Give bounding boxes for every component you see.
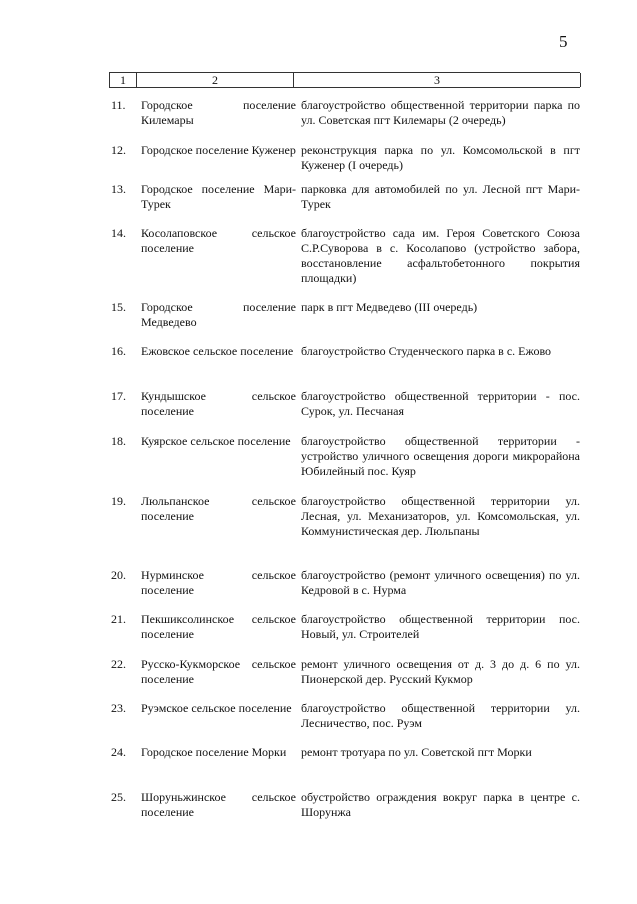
table-row: [109, 226, 580, 300]
table-row: [109, 612, 580, 657]
table-row: [109, 389, 580, 434]
settlement-name: Руэмское сельское поселение: [141, 701, 292, 715]
settlement-works-table: [109, 72, 580, 824]
works-description: благоустройство сада им. Героя Советского Союза С.Р.Суворова в с. Косолапово (устройство забора, восстановление асфальтобетонного покрытия площадки): [301, 226, 580, 285]
row-number: 25.: [111, 790, 126, 804]
table-row: [109, 434, 580, 494]
table-row: [109, 568, 580, 612]
works-description: парк в пгт Медведево (III очередь): [301, 300, 478, 314]
works-description: благоустройство общественной территории ул. Лесная, ул. Механизаторов, ул. Комсомольская, ул. Коммунистическая дер. Люльпаны: [301, 494, 580, 538]
settlement-name: Косолаповское сельское поселение: [141, 226, 296, 255]
header-col-works: 3: [294, 73, 581, 87]
row-number: 23.: [111, 701, 126, 715]
table-row: [109, 182, 580, 226]
works-description: благоустройство общественной территории - устройство уличного освещения дороги микрорайона Юбилейный пос. Куяр: [301, 434, 580, 478]
works-description: благоустройство общественной территории - пос. Сурок, ул. Песчаная: [301, 389, 580, 418]
settlement-name: Люльпанское сельское поселение: [141, 494, 296, 523]
table-row: [109, 745, 580, 790]
row-number: 12.: [111, 143, 126, 157]
table-row: [109, 790, 580, 824]
header-col-settlement: 2: [137, 73, 294, 87]
table-row: [109, 98, 580, 143]
table-header-row: [109, 72, 580, 88]
row-number: 14.: [111, 226, 126, 240]
table-row: [109, 300, 580, 344]
table-row: [109, 344, 580, 389]
works-description: благоустройство общественной территории парка по ул. Советская пгт Килемары (2 очередь): [301, 98, 580, 127]
table-body: [109, 88, 580, 824]
row-number: 17.: [111, 389, 126, 403]
row-number: 16.: [111, 344, 126, 358]
works-description: обустройство ограждения вокруг парка в центре с. Шорунжа: [301, 790, 580, 819]
works-description: парковка для автомобилей по ул. Лесной пгт Мари-Турек: [301, 182, 580, 211]
settlement-name: Пекшиксолинское сельское поселение: [141, 612, 296, 641]
works-description: ремонт уличного освещения от д. 3 до д. 6 по ул. Пионерской дер. Русский Кукмор: [301, 657, 580, 686]
works-description: благоустройство общественной территории ул. Лесничество, пос. Руэм: [301, 701, 580, 730]
settlement-name: Шоруньжинское сельское поселение: [141, 790, 296, 819]
settlement-name: Городское поселение Мари-Турек: [141, 182, 296, 211]
row-number: 19.: [111, 494, 126, 508]
row-number: 21.: [111, 612, 126, 626]
works-description: благоустройство Студенческого парка в с. Ежово: [301, 344, 552, 358]
row-number: 20.: [111, 568, 126, 582]
page-number: 5: [559, 32, 568, 51]
works-description: ремонт тротуара по ул. Советской пгт Морки: [301, 745, 532, 759]
settlement-name: Куярское сельское поселение: [141, 434, 291, 448]
settlement-name: Ежовское сельское поселение: [141, 344, 294, 358]
table-row: [109, 143, 580, 182]
settlement-name: Городское поселение Морки: [141, 745, 287, 759]
table-row: [109, 494, 580, 568]
row-number: 11.: [111, 98, 126, 112]
row-number: 15.: [111, 300, 126, 314]
works-description: благоустройство (ремонт уличного освещения) по ул. Кедровой в с. Нурма: [301, 568, 580, 597]
settlement-name: Городское поселение Медведево: [141, 300, 296, 329]
settlement-name: Городское поселение Килемары: [141, 98, 296, 127]
header-col-number: 1: [110, 73, 137, 87]
works-description: благоустройство общественной территории пос. Новый, ул. Строителей: [301, 612, 580, 641]
table-row: [109, 701, 580, 745]
settlement-name: Нурминское сельское поселение: [141, 568, 296, 597]
row-number: 22.: [111, 657, 126, 671]
settlement-name: Русско-Кукморское сельское поселение: [141, 657, 296, 686]
table-row: [109, 657, 580, 701]
settlement-name: Кундышское сельское поселение: [141, 389, 296, 418]
row-number: 24.: [111, 745, 126, 759]
row-number: 13.: [111, 182, 126, 196]
works-description: реконструкция парка по ул. Комсомольской в пгт Куженер (I очередь): [301, 143, 580, 172]
settlement-name: Городское поселение Куженер: [141, 143, 296, 157]
row-number: 18.: [111, 434, 126, 448]
